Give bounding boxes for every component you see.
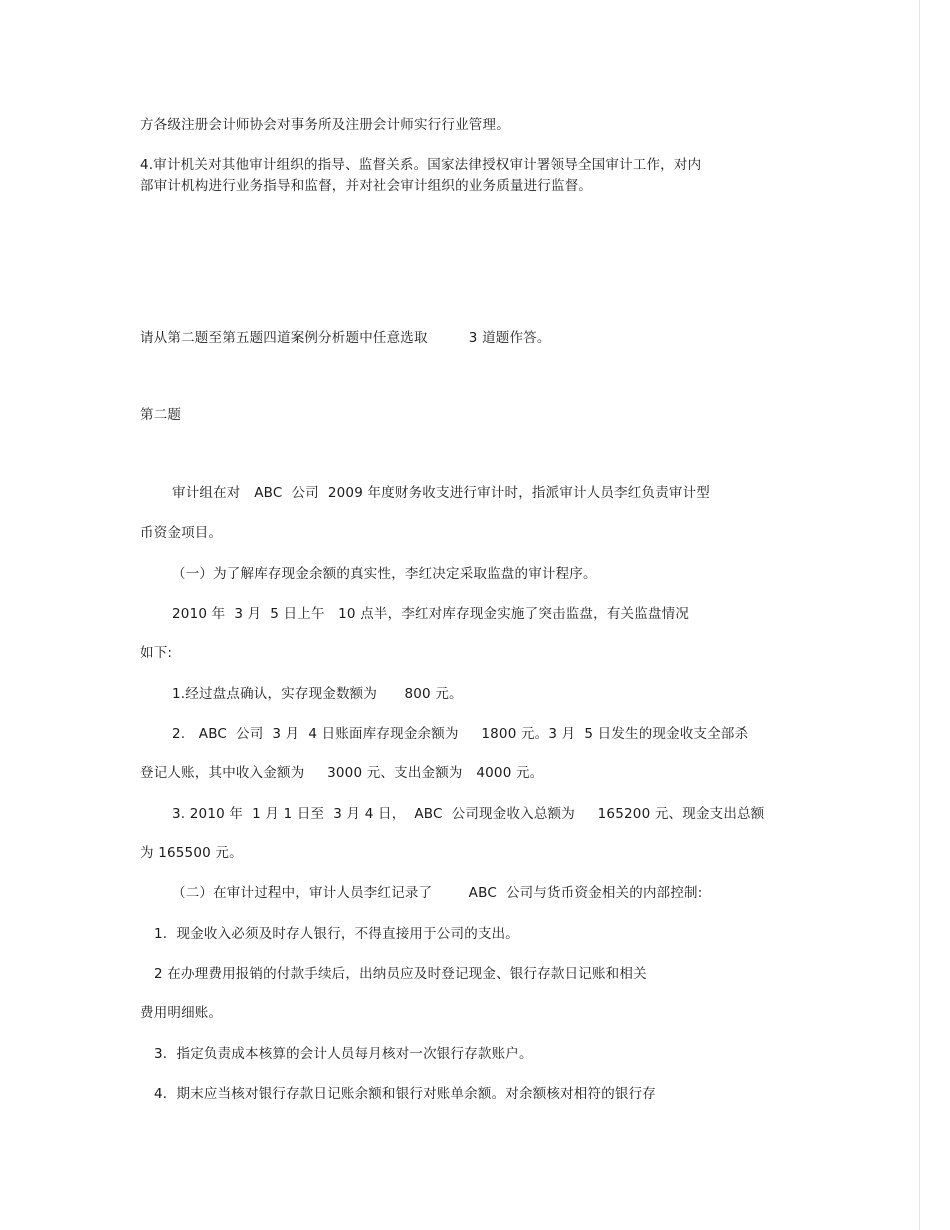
text-line: 如下: [140,645,173,661]
text-line: （二）在审计过程中，审计人员李红记录了 ABC 公司与货币资金相关的内部控制: [172,885,703,901]
text-line: 为 165500 元。 [140,845,243,861]
text-line: 部审计机构进行业务指导和监督，并对社会审计组织的业务质量进行监督。 [140,178,593,194]
text-line: 方各级注册会计师协会对事务所及注册会计师实行行业管理。 [140,117,510,133]
section-heading: 第二题 [140,407,182,423]
page-edge [919,0,920,1230]
text-line: 1．现金收入必须及时存人银行，不得直接用于公司的支出。 [154,926,519,942]
text-line: 1.经过盘点确认，实存现金数额为 800 元。 [172,686,463,702]
text-line: 4.审计机关对其他审计组织的指导、监督关系。国家法律授权审计署领导全国审计工作，对内 [140,157,702,173]
text-line: 2010 年 3 月 5 日上午 10 点半，李红对库存现金实施了突击监盘，有关监盘情况 [172,606,690,622]
text-line: 3. 2010 年 1 月 1 日至 3 月 4 日， ABC 公司现金收入总额为 165200 元、现金支出总额 [172,806,765,822]
text-line: 费用明细账。 [140,1005,223,1021]
text-line: 币资金项目。 [140,525,223,541]
text-line: 审计组在对 ABC 公司 2009 年度财务收支进行审计时，指派审计人员李红负责审计型 [172,485,710,501]
text-line: 4．期末应当核对银行存款日记账余额和银行对账单余额。对余额核对相符的银行存 [154,1086,656,1102]
text-line: （一）为了解库存现金余额的真实性，李红决定采取监盘的审计程序。 [172,566,597,582]
text-line: 登记人账，其中收入金额为 3000 元、支出金额为 4000 元。 [140,765,544,781]
text-line: 2 在办理费用报销的付款手续后，出纳员应及时登记现金、银行存款日记账和相关 [154,966,647,982]
text-line: 3．指定负责成本核算的会计人员每月核对一次银行存款账户。 [154,1046,533,1062]
text-line: 2. ABC 公司 3 月 4 日账面库存现金余额为 1800 元。3 月 5 日发生的现金收支全部杀 [172,726,749,742]
instruction-line: 请从第二题至第五题四道案例分析题中任意选取 3 道题作答。 [140,330,551,346]
